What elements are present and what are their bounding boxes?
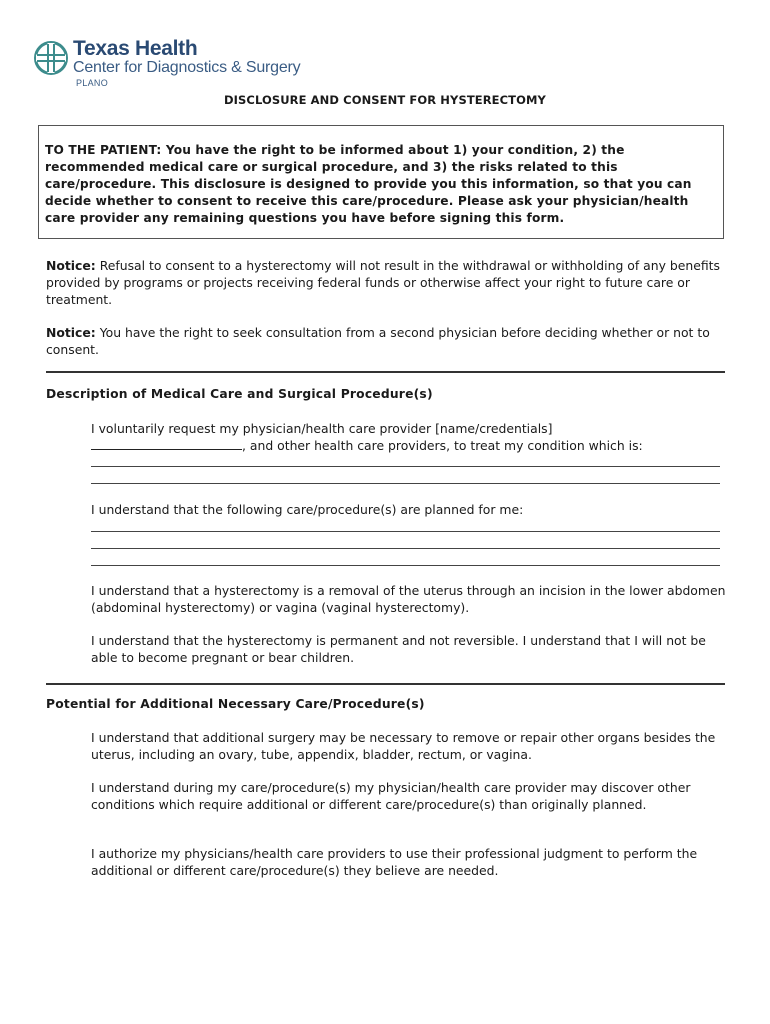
procedure-blank-line[interactable] [91,531,720,532]
notice-second-opinion-text: You have the right to seek consultation from a second physician before deciding whether or not to consent. [46,325,710,357]
section-heading-description: Description of Medical Care and Surgical Procedure(s) [46,387,433,401]
texas-health-logo-icon [33,40,69,76]
notice-refusal-text: Refusal to consent to a hysterectomy will not result in the withdrawal or withholding of any benefits provided by programs or projects receiving federal funds or otherwise affect your right to future care or treatment. [46,258,720,307]
procedure-blank-line[interactable] [91,548,720,549]
notice-refusal [46,257,726,308]
procedure-blank-line[interactable] [91,565,720,566]
patient-rights-text: TO THE PATIENT: You have the right to be informed about 1) your condition, 2) the recommended medical care or surgical procedure, and 3) the risks related to this care/procedure. This disclosure is designed to provide you this information, so that you can decide whether to consent to receive this care/procedure. Please ask your physician/health care provider any remaining questions you have before signing this form. [45,143,692,225]
org-logo [33,38,303,90]
notice-second-opinion [46,324,726,358]
org-subtitle: Center for Diagnostics & Surgery [73,59,301,76]
notice-label: Notice: [46,258,96,273]
discover-conditions-statement: I understand during my care/procedure(s) my physician/health care provider may discover other conditions which require additional or different care/procedure(s) than originally planned. [91,780,691,812]
condition-blank-line[interactable] [91,466,720,467]
section-divider [46,683,725,685]
notice-label: Notice: [46,325,96,340]
request-line2: , and other health care providers, to treat my condition which is: [242,438,643,453]
request-statement [91,420,731,454]
condition-blank-line[interactable] [91,483,720,484]
org-location: PLANO [76,78,109,88]
org-name: Texas Health [73,37,198,60]
additional-surgery-statement: I understand that additional surgery may be necessary to remove or repair other organs besides the uterus, including an ovary, tube, appendix, bladder, rectum, or vagina. [91,730,716,762]
request-line1: I voluntarily request my physician/health care provider [name/credentials] [91,421,553,436]
document-title: DISCLOSURE AND CONSENT FOR HYSTERECTOMY [224,93,546,107]
section-divider [46,371,725,373]
authorize-judgment-statement: I authorize my physicians/health care providers to use their professional judgment to perform the additional or different care/procedure(s) they believe are needed. [91,846,698,878]
hysterectomy-definition: I understand that a hysterectomy is a removal of the uterus through an incision in the lower abdomen (abdominal hysterectomy) or vagina (vaginal hysterectomy). [91,583,726,615]
permanence-statement: I understand that the hysterectomy is permanent and not reversible. I understand that I will not be able to become pregnant or bear children. [91,633,706,665]
patient-rights-box [38,125,724,239]
planned-procedures-statement: I understand that the following care/procedure(s) are planned for me: [91,502,524,517]
provider-name-blank[interactable] [91,438,242,450]
section-heading-additional: Potential for Additional Necessary Care/Procedure(s) [46,697,425,711]
